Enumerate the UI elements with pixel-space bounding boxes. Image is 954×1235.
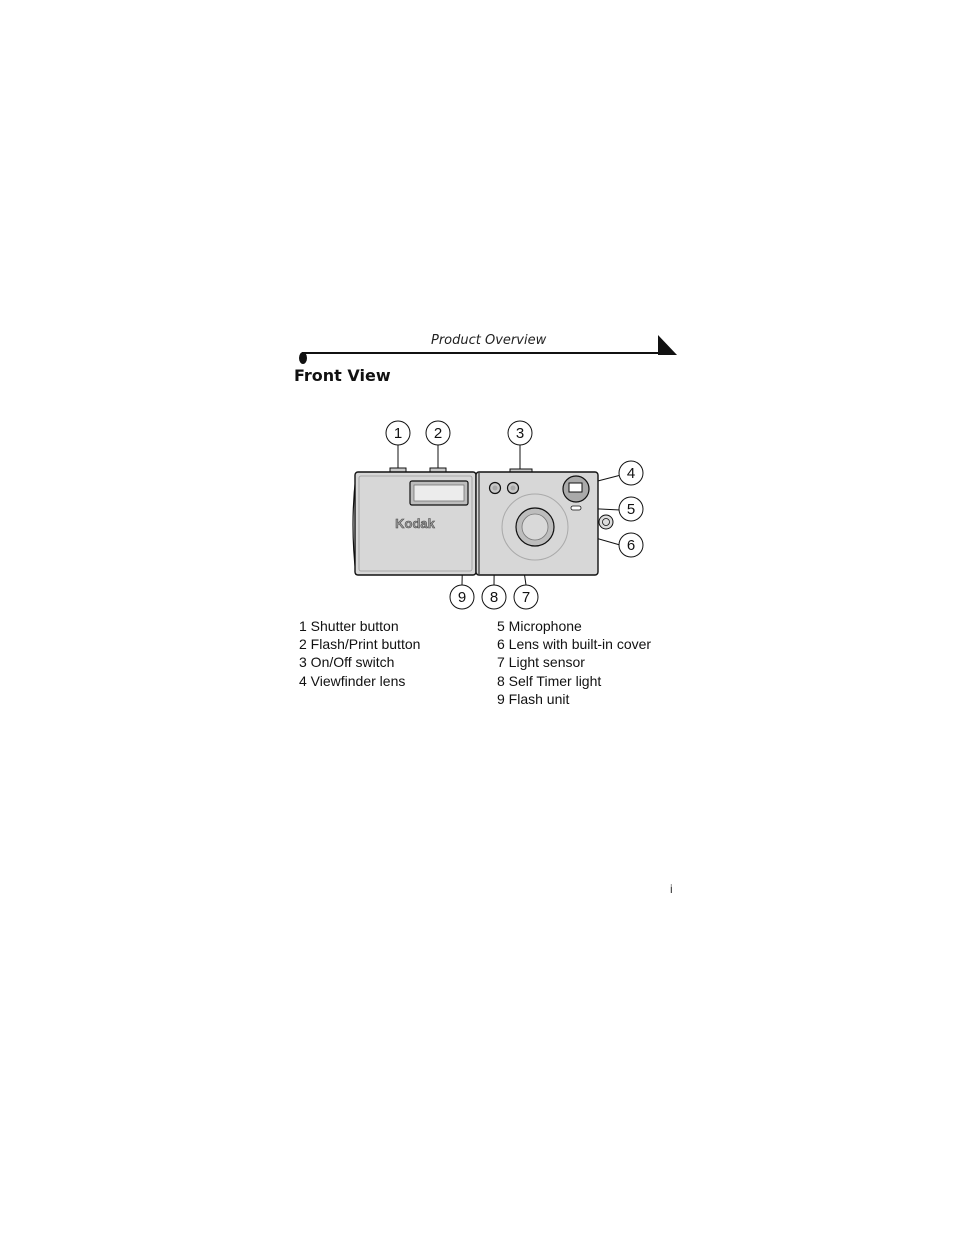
- legend-item: 6 Lens with built-in cover: [497, 636, 652, 652]
- callout-1: [386, 421, 410, 445]
- section-title: Front View: [294, 366, 391, 385]
- svg-text:8: 8: [489, 589, 499, 606]
- callout-7: [514, 585, 538, 609]
- callout-3: [508, 421, 532, 445]
- svg-text:1: 1: [393, 425, 403, 442]
- legend-item: 5 Microphone: [497, 618, 582, 634]
- bullet-shape: [299, 352, 307, 364]
- running-header: Product Overview: [431, 333, 547, 348]
- callout-5: [619, 497, 643, 521]
- callout-4: [619, 461, 643, 485]
- legend-item: 7 Light sensor: [497, 654, 585, 670]
- svg-text:6: 6: [626, 537, 636, 554]
- legend-left: [299, 617, 420, 690]
- camera-front-view-diagram: [340, 415, 660, 615]
- svg-text:3: 3: [515, 425, 525, 442]
- camera-body: [353, 468, 613, 575]
- callout-6: [619, 533, 643, 557]
- legend-item: 1 Shutter button: [299, 618, 399, 634]
- legend-item: 3 On/Off switch: [299, 654, 395, 670]
- svg-text:9: 9: [457, 589, 467, 606]
- callout-9: [450, 585, 474, 609]
- legend-item: 4 Viewfinder lens: [299, 673, 406, 689]
- svg-text:7: 7: [521, 589, 531, 606]
- callout-8: [482, 585, 506, 609]
- microphone-shape: [571, 506, 581, 510]
- brand-logo-text: Kodak: [395, 516, 435, 531]
- legend-item: 8 Self Timer light: [497, 673, 602, 689]
- callout-2: [426, 421, 450, 445]
- svg-text:5: 5: [626, 501, 636, 518]
- svg-text:2: 2: [433, 425, 443, 442]
- legend-item: 9 Flash unit: [497, 691, 570, 707]
- page-number: i: [670, 882, 673, 896]
- arrow-end-shape: [658, 335, 677, 355]
- legend-item: 2 Flash/Print button: [299, 636, 421, 652]
- legend-right: [497, 617, 651, 708]
- svg-text:4: 4: [626, 465, 636, 482]
